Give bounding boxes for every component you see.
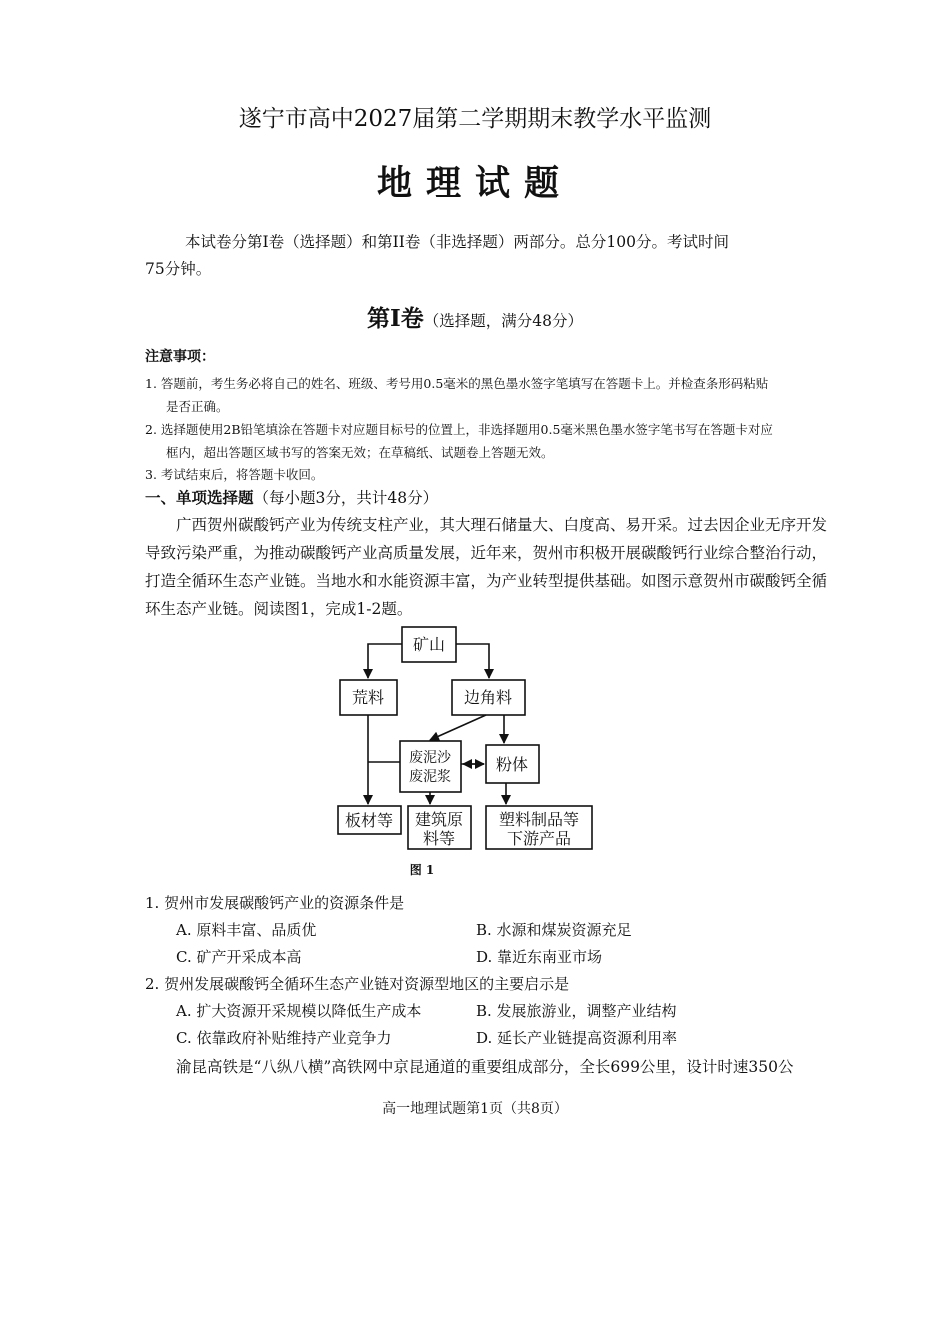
- subject-title: 地理试题: [376, 163, 573, 204]
- notice-item-1: 1. 答题前，考生务必将自己的姓名、班级、考号用0.5毫米的黑色墨水签字笔填写在答题卡上。并检查条形码粘贴: [145, 376, 769, 391]
- q2-option-a: A. 扩大资源开采规模以降低生产成本: [176, 1002, 422, 1020]
- q1-stem: 1. 贺州市发展碳酸钙产业的资源条件是: [145, 894, 405, 912]
- exam-title: 遂宁市高中2027届第二学期期末教学水平监测: [238, 106, 712, 132]
- node-board: 板材等: [344, 811, 394, 830]
- arrow-mine-to-waste: [368, 644, 402, 678]
- node-slurry-line-2: 废泥浆: [409, 769, 451, 785]
- node-plastic-line-1: 塑料制品等: [498, 810, 580, 829]
- q1-option-c: C. 矿产开采成本高: [176, 948, 302, 966]
- section-heading-main: 一、单项选择题: [145, 488, 254, 507]
- node-waste: 荒料: [351, 688, 385, 707]
- passage1-line-2: 导致污染严重，为推动碳酸钙产业高质量发展，近年来，贺州市积极开展碳酸钙行业综合整治行动，: [145, 544, 828, 562]
- node-plastic-line-2: 下游产品: [506, 829, 572, 848]
- passage1-line-1: 广西贺州碳酸钙产业为传统支柱产业，其大理石储量大、白度高、易开采。过去因企业无序开发: [176, 516, 828, 534]
- notice-item-2: 2. 选择题使用2B铅笔填涂在答题卡对应题目标号的位置上，非选择题用0.5毫米黑色墨水签字笔书写在答题卡对应: [145, 422, 773, 437]
- section-heading-note: （每小题3分，共计48分）: [253, 489, 439, 507]
- intro-line-1: 本试卷分第Ⅰ卷（选择题）和第II卷（非选择题）两部分。总分100分。考试时间: [185, 233, 729, 251]
- intro-line-2: 75分钟。: [145, 260, 212, 278]
- arrow-mine-to-scrap: [456, 644, 489, 678]
- diagram-caption: 图 1: [409, 863, 435, 877]
- q2-option-b: B. 发展旅游业，调整产业结构: [476, 1002, 677, 1020]
- q1-option-b: B. 水源和煤炭资源充足: [476, 921, 632, 939]
- arrow-scrap-to-slurry: [430, 715, 486, 740]
- notice-item-2-cont: 框内，超出答题区域书写的答案无效；在草稿纸、试题卷上答题无效。: [166, 445, 554, 460]
- node-powder: 粉体: [495, 755, 529, 774]
- q1-option-a: A. 原料丰富、品质优: [176, 921, 317, 939]
- volume-sub: （选择题，满分48分）: [423, 312, 583, 330]
- node-mine: 矿山: [412, 635, 446, 654]
- node-slurry-line-1: 废泥沙: [409, 750, 451, 766]
- node-building-line-2: 料等: [422, 829, 456, 848]
- q2-stem: 2. 贺州发展碳酸钙全循环生态产业链对资源型地区的主要启示是: [145, 975, 570, 993]
- notice-item-1-cont: 是否正确。: [166, 399, 229, 414]
- q2-option-c: C. 依靠政府补贴维持产业竞争力: [176, 1029, 392, 1047]
- passage1-line-3: 打造全循环生态产业链。当地水和水能资源丰富，为产业转型提供基础。如图示意贺州市碳酸钙全循: [145, 572, 828, 590]
- q2-option-d: D. 延长产业链提高资源利用率: [476, 1029, 678, 1047]
- page-footer: 高一地理试题第1页（共8页）: [382, 1101, 568, 1117]
- notice-heading: 注意事项：: [145, 349, 215, 365]
- node-building-line-1: 建筑原: [414, 810, 464, 829]
- passage1-line-4: 环生态产业链。阅读图1，完成1-2题。: [145, 600, 413, 618]
- q1-option-d: D. 靠近东南亚市场: [476, 948, 603, 966]
- volume-main: 第Ⅰ卷: [367, 305, 424, 332]
- notice-item-3: 3. 考试结束后，将答题卡收回。: [145, 467, 324, 482]
- node-scrap: 边角料: [463, 688, 513, 707]
- passage2-line-1: 渝昆高铁是“八纵八横”高铁网中京昆通道的重要组成部分，全长699公里，设计时速350公: [176, 1058, 794, 1076]
